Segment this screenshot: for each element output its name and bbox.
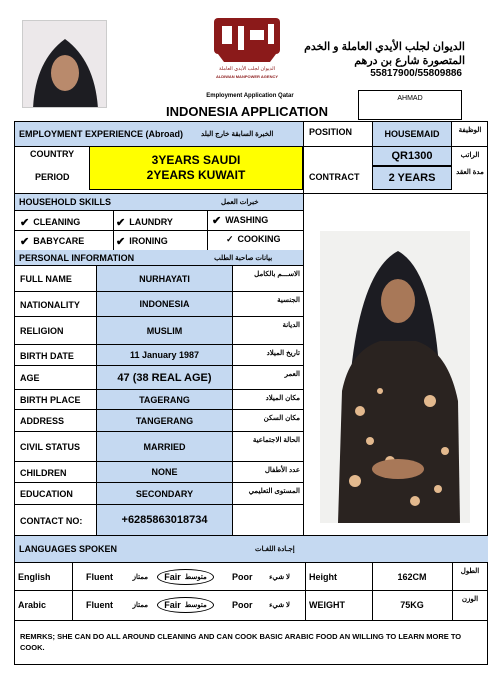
fair-label: Fair xyxy=(164,600,181,610)
checkmark-icon: ✔ xyxy=(20,216,30,229)
fluent-label: Fluent xyxy=(86,572,113,582)
agency-phones: 55817900/55809886 xyxy=(370,68,462,79)
agency-address-ar: المتصورة شارع بن درهم xyxy=(354,55,465,67)
languages-label-ar: إجـادة اللغـات xyxy=(255,546,295,553)
personal-row-label: BIRTH DATE xyxy=(20,350,74,361)
period-label: PERIOD xyxy=(35,172,70,182)
personal-row-label: ADDRESS xyxy=(20,416,65,426)
language-name: English xyxy=(18,572,51,582)
checkmark-icon: ✓ xyxy=(226,233,234,244)
skills-header xyxy=(15,194,303,210)
skills-label-ar: خبرات العمل xyxy=(221,199,259,206)
personal-row-label: BIRTH PLACE xyxy=(20,395,81,405)
ref-name-box xyxy=(358,90,462,120)
personal-row-value: INDONESIA xyxy=(97,292,232,316)
skill-babycare: ✔ BABYCARE xyxy=(20,235,85,248)
contract-value: 2 YEARS xyxy=(372,166,452,190)
fair-selected-oval xyxy=(157,597,214,613)
position-value: HOUSEMAID xyxy=(372,122,452,146)
remarks-text: REMRKS; SHE CAN DO ALL AROUND CLEANING AND CAN COOK BASIC ARABIC FOOD AN WILLING TO LEARN MORE TO COOK. xyxy=(20,632,462,652)
personal-row-value: TANGERANG xyxy=(97,410,232,431)
personal-row-label-ar: الجنسية xyxy=(277,297,300,304)
poor-label: Poor xyxy=(232,600,253,610)
personal-row-label-ar: الاســـم بالكامل xyxy=(254,271,300,278)
skill-ironing: ✔ IRONING xyxy=(116,235,168,248)
skill-laundry: ✔ LAUNDRY xyxy=(116,216,173,229)
personal-row-label-ar: مكان الميلاد xyxy=(265,395,300,402)
poor-label: Poor xyxy=(232,572,253,582)
fair-label-ar: متوسط xyxy=(184,574,207,581)
skill-cleaning: ✔ CLEANING xyxy=(20,216,81,229)
attribute-label: Height xyxy=(309,572,337,582)
attribute-value: 162CM xyxy=(397,572,427,582)
fluent-label-ar: ممتاز xyxy=(132,574,148,581)
checkmark-icon: ✔ xyxy=(212,214,222,227)
personal-row-label: CHILDREN xyxy=(20,467,67,478)
skill-washing: ✔ WASHING xyxy=(212,214,269,227)
checkmark-icon: ✔ xyxy=(116,235,126,248)
poor-label-ar: لا شيء xyxy=(269,602,290,609)
personal-label-ar: بيانات صاحبة الطلب xyxy=(214,254,273,262)
languages-header xyxy=(15,536,488,562)
country-label: COUNTRY xyxy=(30,149,75,159)
ref-name: AHMAD xyxy=(397,95,423,102)
languages-label: LANGUAGES SPOKEN xyxy=(19,544,118,554)
personal-row-value: TAGERANG xyxy=(97,390,232,409)
personal-row-value: SECONDARY xyxy=(97,483,232,504)
personal-row-value: 11 January 1987 xyxy=(97,345,232,365)
experience-line-1: 3YEARS SAUDI xyxy=(151,153,241,167)
personal-label: PERSONAL INFORMATION xyxy=(19,252,135,263)
personal-row-label-ar: الحالة الاجتماعية xyxy=(252,437,300,444)
salary-value: QR1300 xyxy=(372,146,452,166)
poor-label-ar: لا شيء xyxy=(269,574,290,581)
personal-header xyxy=(15,250,303,265)
position-label: POSITION xyxy=(309,127,353,137)
checkmark-icon: ✔ xyxy=(116,216,126,229)
logo-subtext-ar: الديوان لجلب الأيدي العاملة xyxy=(218,66,276,72)
personal-row-label: CONTACT NO: xyxy=(20,515,83,526)
employment-header xyxy=(15,122,303,146)
fair-selected-oval xyxy=(157,569,214,585)
personal-row-value: NONE xyxy=(97,462,232,482)
checkmark-icon: ✔ xyxy=(20,235,30,248)
headshot-photo xyxy=(22,20,107,108)
agency-name-ar: الديوان لجلب الأيدي العاملة و الخدم xyxy=(304,41,465,53)
fluent-label-ar: ممتاز xyxy=(132,602,148,609)
agency-logo xyxy=(208,14,286,84)
logo-subtext-en: ALDIWAN MANPOWER AGENCY xyxy=(215,74,279,79)
personal-row-label: AGE xyxy=(20,373,40,383)
salary-ar: الراتب xyxy=(460,152,480,159)
personal-row-label: FULL NAME xyxy=(20,274,72,284)
attribute-label: WEIGHT xyxy=(309,600,345,610)
personal-row-label-ar: الديانة xyxy=(282,322,300,329)
personal-row-value: NURHAYATI xyxy=(97,266,232,291)
form-caption: Employment Application Qatar xyxy=(206,93,294,99)
attribute-label-ar: الطول xyxy=(460,568,480,575)
language-name: Arabic xyxy=(18,600,47,610)
personal-row-value: MUSLIM xyxy=(97,317,232,344)
experience-box xyxy=(89,146,303,190)
fair-label: Fair xyxy=(164,572,181,582)
full-body-photo xyxy=(320,231,470,523)
personal-row-label: CIVIL STATUS xyxy=(20,442,81,452)
personal-row-label: EDUCATION xyxy=(20,489,73,499)
personal-row-label-ar: المستوى التعليمي xyxy=(248,488,300,495)
attribute-value: 75KG xyxy=(400,600,424,610)
personal-row-label-ar: عدد الأطفال xyxy=(264,467,300,474)
employment-label: EMPLOYMENT EXPERIENCE (Abroad) xyxy=(19,129,184,139)
personal-row-label-ar: مكان السكن xyxy=(263,415,300,422)
personal-row-label-ar: العمر xyxy=(284,371,300,378)
personal-row-value: MARRIED xyxy=(97,432,232,461)
skills-label: HOUSEHOLD SKILLS xyxy=(19,197,112,207)
page-title: INDONESIA APPLICATION xyxy=(165,104,329,119)
contract-label: CONTRACT xyxy=(309,172,360,182)
employment-label-ar: الخبرة السابقة خارج البلد xyxy=(201,131,274,138)
personal-row-label: NATIONALITY xyxy=(20,299,80,310)
attribute-label-ar: الوزن xyxy=(461,596,479,603)
fair-label-ar: متوسط xyxy=(184,602,207,609)
fluent-label: Fluent xyxy=(86,600,113,610)
contract-ar: مدة العقد xyxy=(456,169,484,176)
position-ar: الوظيفة xyxy=(458,127,482,134)
personal-row-label-ar: تاريخ الميلاد xyxy=(266,350,300,357)
personal-row-value: 47 (38 REAL AGE) xyxy=(97,366,232,389)
personal-row-value: +6285863018734 xyxy=(97,505,232,535)
skill-cooking: ✓ COOKING xyxy=(226,233,281,244)
personal-row-label: RELIGION xyxy=(20,326,64,336)
experience-line-2: 2YEARS KUWAIT xyxy=(146,168,246,182)
